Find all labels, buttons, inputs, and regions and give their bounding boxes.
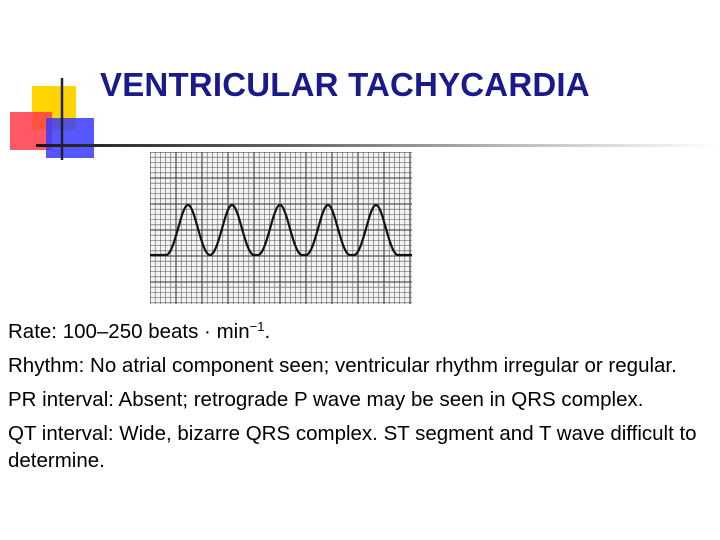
pr-interval-item: PR interval: Absent; retrograde P wave may be seen in QRS complex.: [8, 388, 644, 411]
ecg-strip-image: [150, 152, 412, 304]
qt-interval-item: QT interval: Wide, bizarre QRS complex. ST segment and T wave difficult to determine.: [8, 422, 697, 472]
rhythm-item: Rhythm: No atrial component seen; ventricular rhythm irregular or regular.: [8, 354, 677, 377]
slide-title: VENTRICULAR TACHYCARDIA: [100, 66, 590, 103]
rate-suffix: .: [264, 320, 271, 343]
rate-item: [8, 318, 712, 345]
rate-exponent: −1: [249, 319, 265, 334]
blue-square: [46, 118, 94, 158]
rate-text: Rate: 100–250 beats · min: [8, 320, 250, 343]
title-underline: [36, 144, 720, 147]
description-list: [8, 318, 712, 474]
